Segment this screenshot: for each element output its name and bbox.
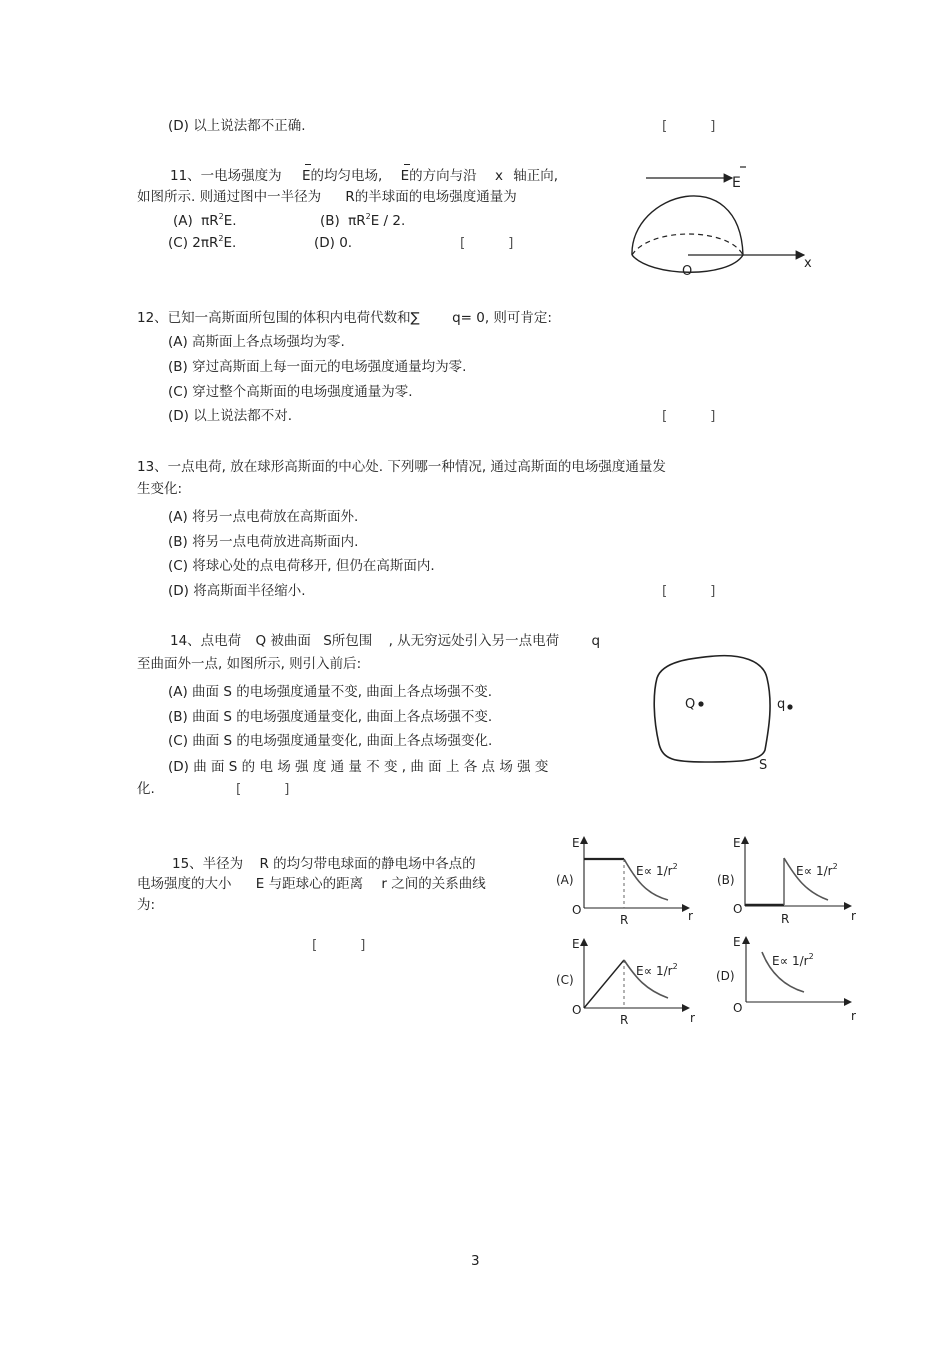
q11-option-b bbox=[320, 212, 405, 232]
graph-b-r-label: r bbox=[851, 909, 856, 923]
field-e-symbol: E bbox=[400, 168, 410, 184]
charge-q-big-dot bbox=[698, 701, 703, 706]
q15-text: E 与距球心的距离 bbox=[255, 876, 364, 892]
q11-text: 的方向与沿 bbox=[409, 168, 477, 184]
exponent: 2 bbox=[218, 234, 224, 243]
q13-answer-bracket: [ ] bbox=[662, 583, 716, 599]
option-text: R bbox=[209, 213, 219, 229]
q11-answer-bracket: [ ] bbox=[460, 235, 514, 251]
q11-stem-line1 bbox=[170, 167, 558, 185]
q12-text: 12、已知一高斯面所包围的体积内电荷代数和∑ bbox=[137, 310, 420, 326]
q12-answer-bracket: [ ] bbox=[662, 408, 716, 424]
graph-d-r-label: r bbox=[851, 1009, 856, 1023]
q12-stem bbox=[137, 309, 552, 327]
graph-c-linear-rise bbox=[584, 960, 624, 1008]
exponent: 2 bbox=[365, 212, 371, 221]
graph-b-tick-r: R bbox=[781, 912, 790, 926]
option-text: E. bbox=[223, 235, 237, 251]
q15-answer-bracket: [ ] bbox=[312, 937, 366, 953]
q14-stem-line2: 至曲面外一点, 如图所示, 则引入前后: bbox=[137, 656, 362, 672]
q15-stem-line1 bbox=[172, 855, 476, 873]
hemisphere-base-back bbox=[632, 234, 743, 255]
q14-text: S所包围 bbox=[323, 633, 373, 649]
graph-d bbox=[712, 932, 872, 1032]
q11-text: 如图所示. 则通过图中一半径为 bbox=[137, 189, 322, 205]
exponent: 2 bbox=[218, 212, 224, 221]
q13-stem-line2: 生变化: bbox=[137, 481, 183, 497]
q15-text: r 之间的关系曲线 bbox=[381, 876, 486, 892]
q15-text: 15、半径为 bbox=[172, 856, 244, 872]
graph-d-o-label: O bbox=[733, 1001, 743, 1015]
gaussian-surface-figure bbox=[645, 648, 805, 778]
q14-option-a: (A) 曲面 S 的电场强度通量不变, 曲面上各点场强不变. bbox=[168, 684, 493, 700]
graph-a-law: $E\propto 1/r^2$ bbox=[636, 862, 678, 878]
q13-stem-line1: 13、一点电荷, 放在球形高斯面的中心处. 下列哪一种情况, 通过高斯面的电场强度通量发 bbox=[137, 459, 666, 475]
q14-text: Q 被曲面 bbox=[255, 633, 311, 649]
charge-q-small-dot bbox=[787, 704, 792, 709]
graph-c bbox=[550, 932, 710, 1032]
q13-option-b: (B) 将另一点电荷放进高斯面内. bbox=[168, 534, 359, 550]
origin-label: O bbox=[682, 264, 693, 279]
q12-option-b: (B) 穿过高斯面上每一面元的电场强度通量均为零. bbox=[168, 359, 467, 375]
q10-answer-bracket: [ ] bbox=[662, 118, 716, 134]
closed-surface-s bbox=[654, 656, 770, 762]
q12-text: q= 0, 则可肯定: bbox=[452, 310, 552, 326]
q15-stem-line3: 为: bbox=[137, 897, 156, 913]
graph-a bbox=[550, 832, 710, 932]
hemisphere-figure bbox=[620, 165, 820, 285]
option-letter: (A) bbox=[173, 213, 193, 229]
x-axis-label: x bbox=[804, 256, 812, 271]
graph-b-o-label: O bbox=[733, 902, 743, 916]
graph-b bbox=[712, 832, 872, 932]
charge-q-symbol: q bbox=[591, 633, 601, 649]
graph-a-r-label: r bbox=[688, 909, 693, 923]
q14-option-b: (B) 曲面 S 的电场强度通量变化, 曲面上各点场强不变. bbox=[168, 709, 493, 725]
option-letter: (C) 2 bbox=[168, 235, 201, 251]
q15-text: R 的均匀带电球面的静电场中各点的 bbox=[259, 856, 476, 872]
q12-option-c: (C) 穿过整个高斯面的电场强度通量为零. bbox=[168, 384, 413, 400]
option-text: R bbox=[356, 213, 366, 229]
graph-c-e-label: E bbox=[572, 937, 580, 951]
pi-symbol: π bbox=[200, 235, 209, 251]
q13-option-c: (C) 将球心处的点电荷移开, 但仍在高斯面内. bbox=[168, 558, 435, 574]
pi-symbol: π bbox=[348, 213, 357, 229]
graph-b-letter: (B) bbox=[717, 873, 735, 887]
q15-text: 电场强度的大小 bbox=[137, 876, 232, 892]
graph-b-law: $E\propto 1/r^2$ bbox=[796, 862, 838, 878]
pi-symbol: π bbox=[201, 213, 210, 229]
field-e-symbol: E bbox=[301, 168, 311, 184]
field-e-label: E bbox=[732, 175, 741, 191]
graph-d-letter: (D) bbox=[716, 969, 735, 983]
graph-c-law: $E\propto 1/r^2$ bbox=[636, 962, 678, 978]
hemisphere-dome bbox=[632, 196, 743, 255]
graph-c-r-label: r bbox=[690, 1011, 695, 1025]
graph-c-o-label: O bbox=[572, 1003, 582, 1017]
q14-text: 14、点电荷 bbox=[170, 633, 242, 649]
option-text: E. bbox=[223, 213, 237, 229]
charge-q-small-label: q bbox=[777, 697, 786, 712]
q11-stem-line2 bbox=[137, 188, 517, 206]
q14-option-d: (D) 曲 面 S 的 电 场 强 度 通 量 不 变 , 曲 面 上 各 点 场 强 变 bbox=[168, 759, 549, 775]
q14-answer-bracket: [ ] bbox=[236, 781, 290, 797]
q14-option-c: (C) 曲面 S 的电场强度通量变化, 曲面上各点场强变化. bbox=[168, 733, 493, 749]
radius-symbol: R bbox=[345, 189, 355, 205]
option-text: R bbox=[208, 235, 219, 251]
graph-b-e-label: E bbox=[733, 836, 741, 850]
page-number: 3 bbox=[471, 1253, 480, 1269]
q10-option-d: (D) 以上说法都不正确. bbox=[168, 118, 306, 134]
q11-option-d: (D) 0. bbox=[314, 235, 353, 251]
charge-q-big-label: Q bbox=[685, 697, 696, 712]
graph-a-letter: (A) bbox=[556, 873, 574, 887]
graph-c-letter: (C) bbox=[556, 973, 574, 987]
q15-stem-line2 bbox=[137, 875, 486, 893]
q11-option-c bbox=[168, 234, 236, 254]
graph-c-tick-r: R bbox=[620, 1013, 629, 1027]
graph-d-e-label: E bbox=[733, 935, 741, 949]
q11-text: 的均匀电场, bbox=[310, 168, 383, 184]
q13-option-a: (A) 将另一点电荷放在高斯面外. bbox=[168, 509, 359, 525]
surface-s-label: S bbox=[759, 758, 768, 773]
q13-option-d: (D) 将高斯面半径缩小. bbox=[168, 583, 306, 599]
q12-option-a: (A) 高斯面上各点场强均为零. bbox=[168, 334, 345, 350]
x-axis-symbol: x bbox=[494, 168, 503, 184]
graph-a-tick-r: R bbox=[620, 913, 629, 927]
graph-d-law: $E\propto 1/r^2$ bbox=[772, 952, 814, 968]
q14-stem-line1 bbox=[170, 632, 600, 650]
option-text: E / 2. bbox=[370, 213, 406, 229]
q12-option-d: (D) 以上说法都不对. bbox=[168, 408, 293, 424]
graph-a-o-label: O bbox=[572, 903, 582, 917]
q11-text: 轴正向, bbox=[513, 168, 559, 184]
q11-option-a bbox=[173, 212, 237, 232]
option-letter: (B) bbox=[320, 213, 340, 229]
q11-text: 11、一电场强度为 bbox=[170, 168, 282, 184]
graph-a-e-label: E bbox=[572, 836, 580, 850]
q14-option-d-end: 化. bbox=[137, 781, 155, 797]
q11-text: 的半球面的电场强度通量为 bbox=[354, 189, 517, 205]
q14-text: , 从无穷远处引入另一点电荷 bbox=[388, 633, 560, 649]
